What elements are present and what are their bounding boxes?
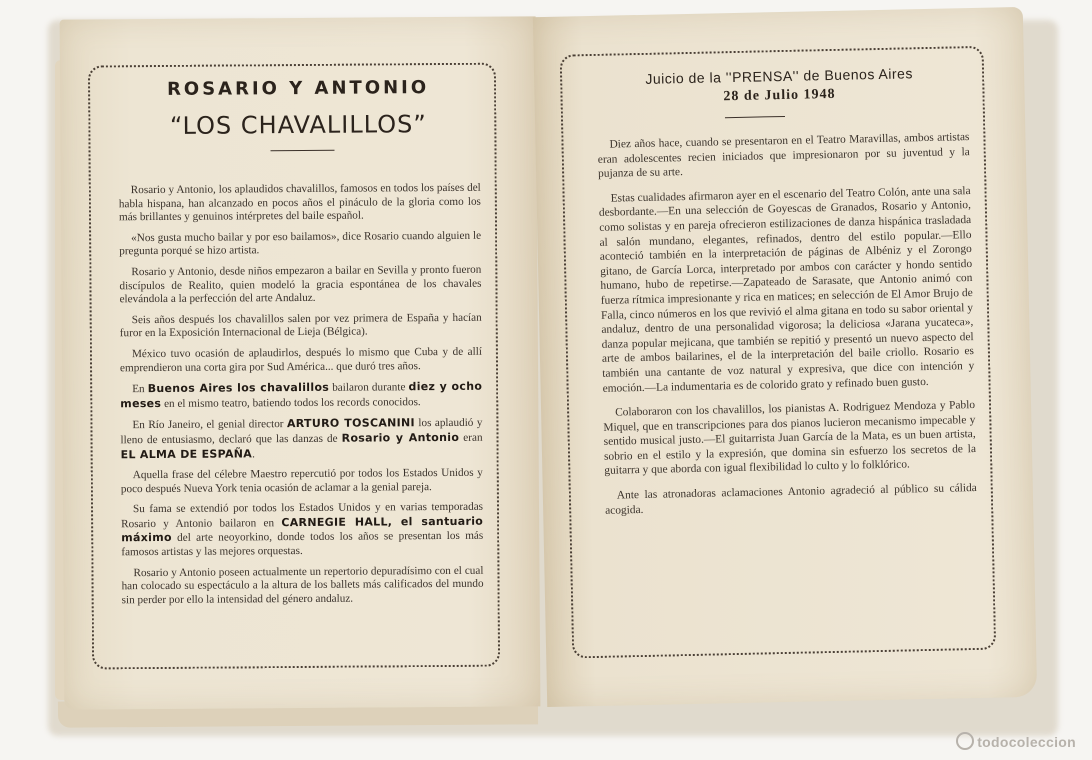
watermark [956,732,1076,750]
right-page-body [597,130,977,528]
left-paragraph [120,346,482,376]
title-los-chavalillos: “LOS CHAVALILLOS” [169,110,427,140]
left-paragraph [121,467,483,497]
right-paragraph: Colaboraron con los chavalillos, los pianistas A. Rodriguez Mendoza y Pablo Miquel, que en transcripciones para dos pianos lucieron mecanismo impecable y sentido musical justo.—El guitarrista Juan García de la Mata, es un buen artista, sobrio en el estilo y la expresión, que domina sin esfuerzo los secretos de la guitarra y que aborda con igual flexibilidad lo culto y lo folklórico. [603,399,977,478]
paragraph-text: eran [459,431,483,444]
right-paragraph: Ante las atronadoras aclamaciones Antonio agradeció al público su cálida acogida. [605,482,977,517]
right-paragraph: Estas cualidades afirmaron ayer en el escenario del Teatro Colón, ante una sala desbordante.—En una selección de Goyescas de Granados, Rosario y Antonio, como solistas y en pareja ofrecieron estilizaciones de danza hispánica trasladada al salón mundano, elegantes, refinados, dentro del estilo popular.—Ello aconteció también en la interpretación de páginas de Albéniz y el Zorongo gitano, de García Lorca, interpretado por ambos con carácter y hondo sentido humano, hubo de repetirse.—Zapateado de Sarasate, que Antonio animó con fuerza rítmica impresionante y rica en matices; en selección de El Amor Brujo de Falla, cinco números en los que revivió el alma gitana en todo su sabor oriental y andaluz, dentro de una personalidad vigorosa; la deliciosa «Jarana yucateca», danza popular mejicana, que también se repitió y presentó un nuevo aspecto del arte de ambos bailarines, el de la interpretación del baile criollo. Rosario es también una cantante de voz natural y expresiva, que dice con intención y emoción.—La indumentaria es de colorido grato y refinado buen gusto. [598,184,975,395]
emphasis-text: Rosario y Antonio [341,430,460,445]
paragraph-text: En Río Janeiro, el genial director [132,418,287,432]
title-names: ROSARIO Y ANTONIO [166,77,430,100]
press-date: 28 de Julio 1948 [723,86,836,105]
paragraph-text: Rosario y Antonio, desde niños empezaron a bailar en Sevilla y pronto fueron discípulos de Realito, quien modeló la gracia espontánea de los chavales elevándola a la perfección del arte Andaluz. [119,263,482,306]
left-page [60,16,541,709]
paragraph-text: . [252,447,255,460]
left-paragraph [120,311,482,341]
paragraph-text: en el mismo teatro, batiendo todos los records conocidos. [161,395,421,410]
paragraph-text: bailaron durante [329,381,409,394]
left-page-body [119,182,484,615]
emphasis-text: ARTURO TOSCANINI [286,416,415,431]
emphasis-text: CARNEGIE HALL, el santuario máximo [121,514,484,545]
emphasis-text: EL ALMA DE ESPAÑA [120,446,253,461]
left-paragraph [120,416,482,462]
watermark-logo-icon [956,732,974,750]
paragraph-text: Rosario y Antonio poseen actualmente un repertorio depuradísimo con el cual han colocado su espectáculo a la altura de los ballets más calificados del mundo sin perder por ello la intensidad del género andaluz. [121,564,484,607]
paragraph-text: del arte neoyorkino, donde todos los años se presentan los más famosos artistas y las mejores orquestas. [121,530,484,559]
left-paragraph [119,264,481,307]
paragraph-text: En [132,383,148,396]
emphasis-text: Buenos Aires los chavalillos [147,380,330,396]
left-paragraph [119,182,481,225]
left-paragraph [119,230,481,260]
press-heading: Juicio de la ''PRENSA'' de Buenos Aires [645,65,914,87]
paragraph-text: Su fama se extendió por todos los Estados Unidos y en varias temporadas Rosario y Antonio bailaron en [121,501,484,531]
emphasis-text: diez y ocho meses [120,379,483,410]
paragraph-text: Rosario y Antonio, los aplaudidos chavalillos, famosos en todos los países del habla hispana, han alcanzado en pocos años el pináculo de la gloria como los más brillantes y genuinos intérpretes del baile español. [118,181,481,224]
right-page [533,7,1037,707]
paragraph-text: Aquella frase del célebre Maestro repercutió por todos los Estados Unidos y poco después Nueva York tenia ocasión de aclamar a la genial pareja. [120,466,483,495]
paragraph-text: Seis años después los chavalillos salen por vez primera de España y hacían furor en la Exposición Internacional de Lieja (Bélgica). [119,311,482,340]
right-paragraph: Diez años hace, cuando se presentaron en el Teatro Maravillas, ambos artistas eran adolescentes recien iniciados que impresionaron por su juventud y la pujanza de su arte. [597,131,970,181]
watermark-text: todocoleccion [977,734,1076,750]
paragraph-text: México tuvo ocasión de aplaudirlos, después lo mismo que Cuba y de allí emprendieron una corta gira por Sud América... que duró tres años. [119,345,482,374]
left-paragraph [121,564,483,607]
paragraph-text: «Nos gusta mucho bailar y por eso bailamos», dice Rosario cuando alguien le pregunta porqué se hizo artista. [119,229,482,258]
left-paragraph [121,501,483,560]
left-paragraph [120,380,482,412]
paragraph-text: los aplaudió y lleno de entusiasmo, declaró que las danzas de [120,417,483,447]
